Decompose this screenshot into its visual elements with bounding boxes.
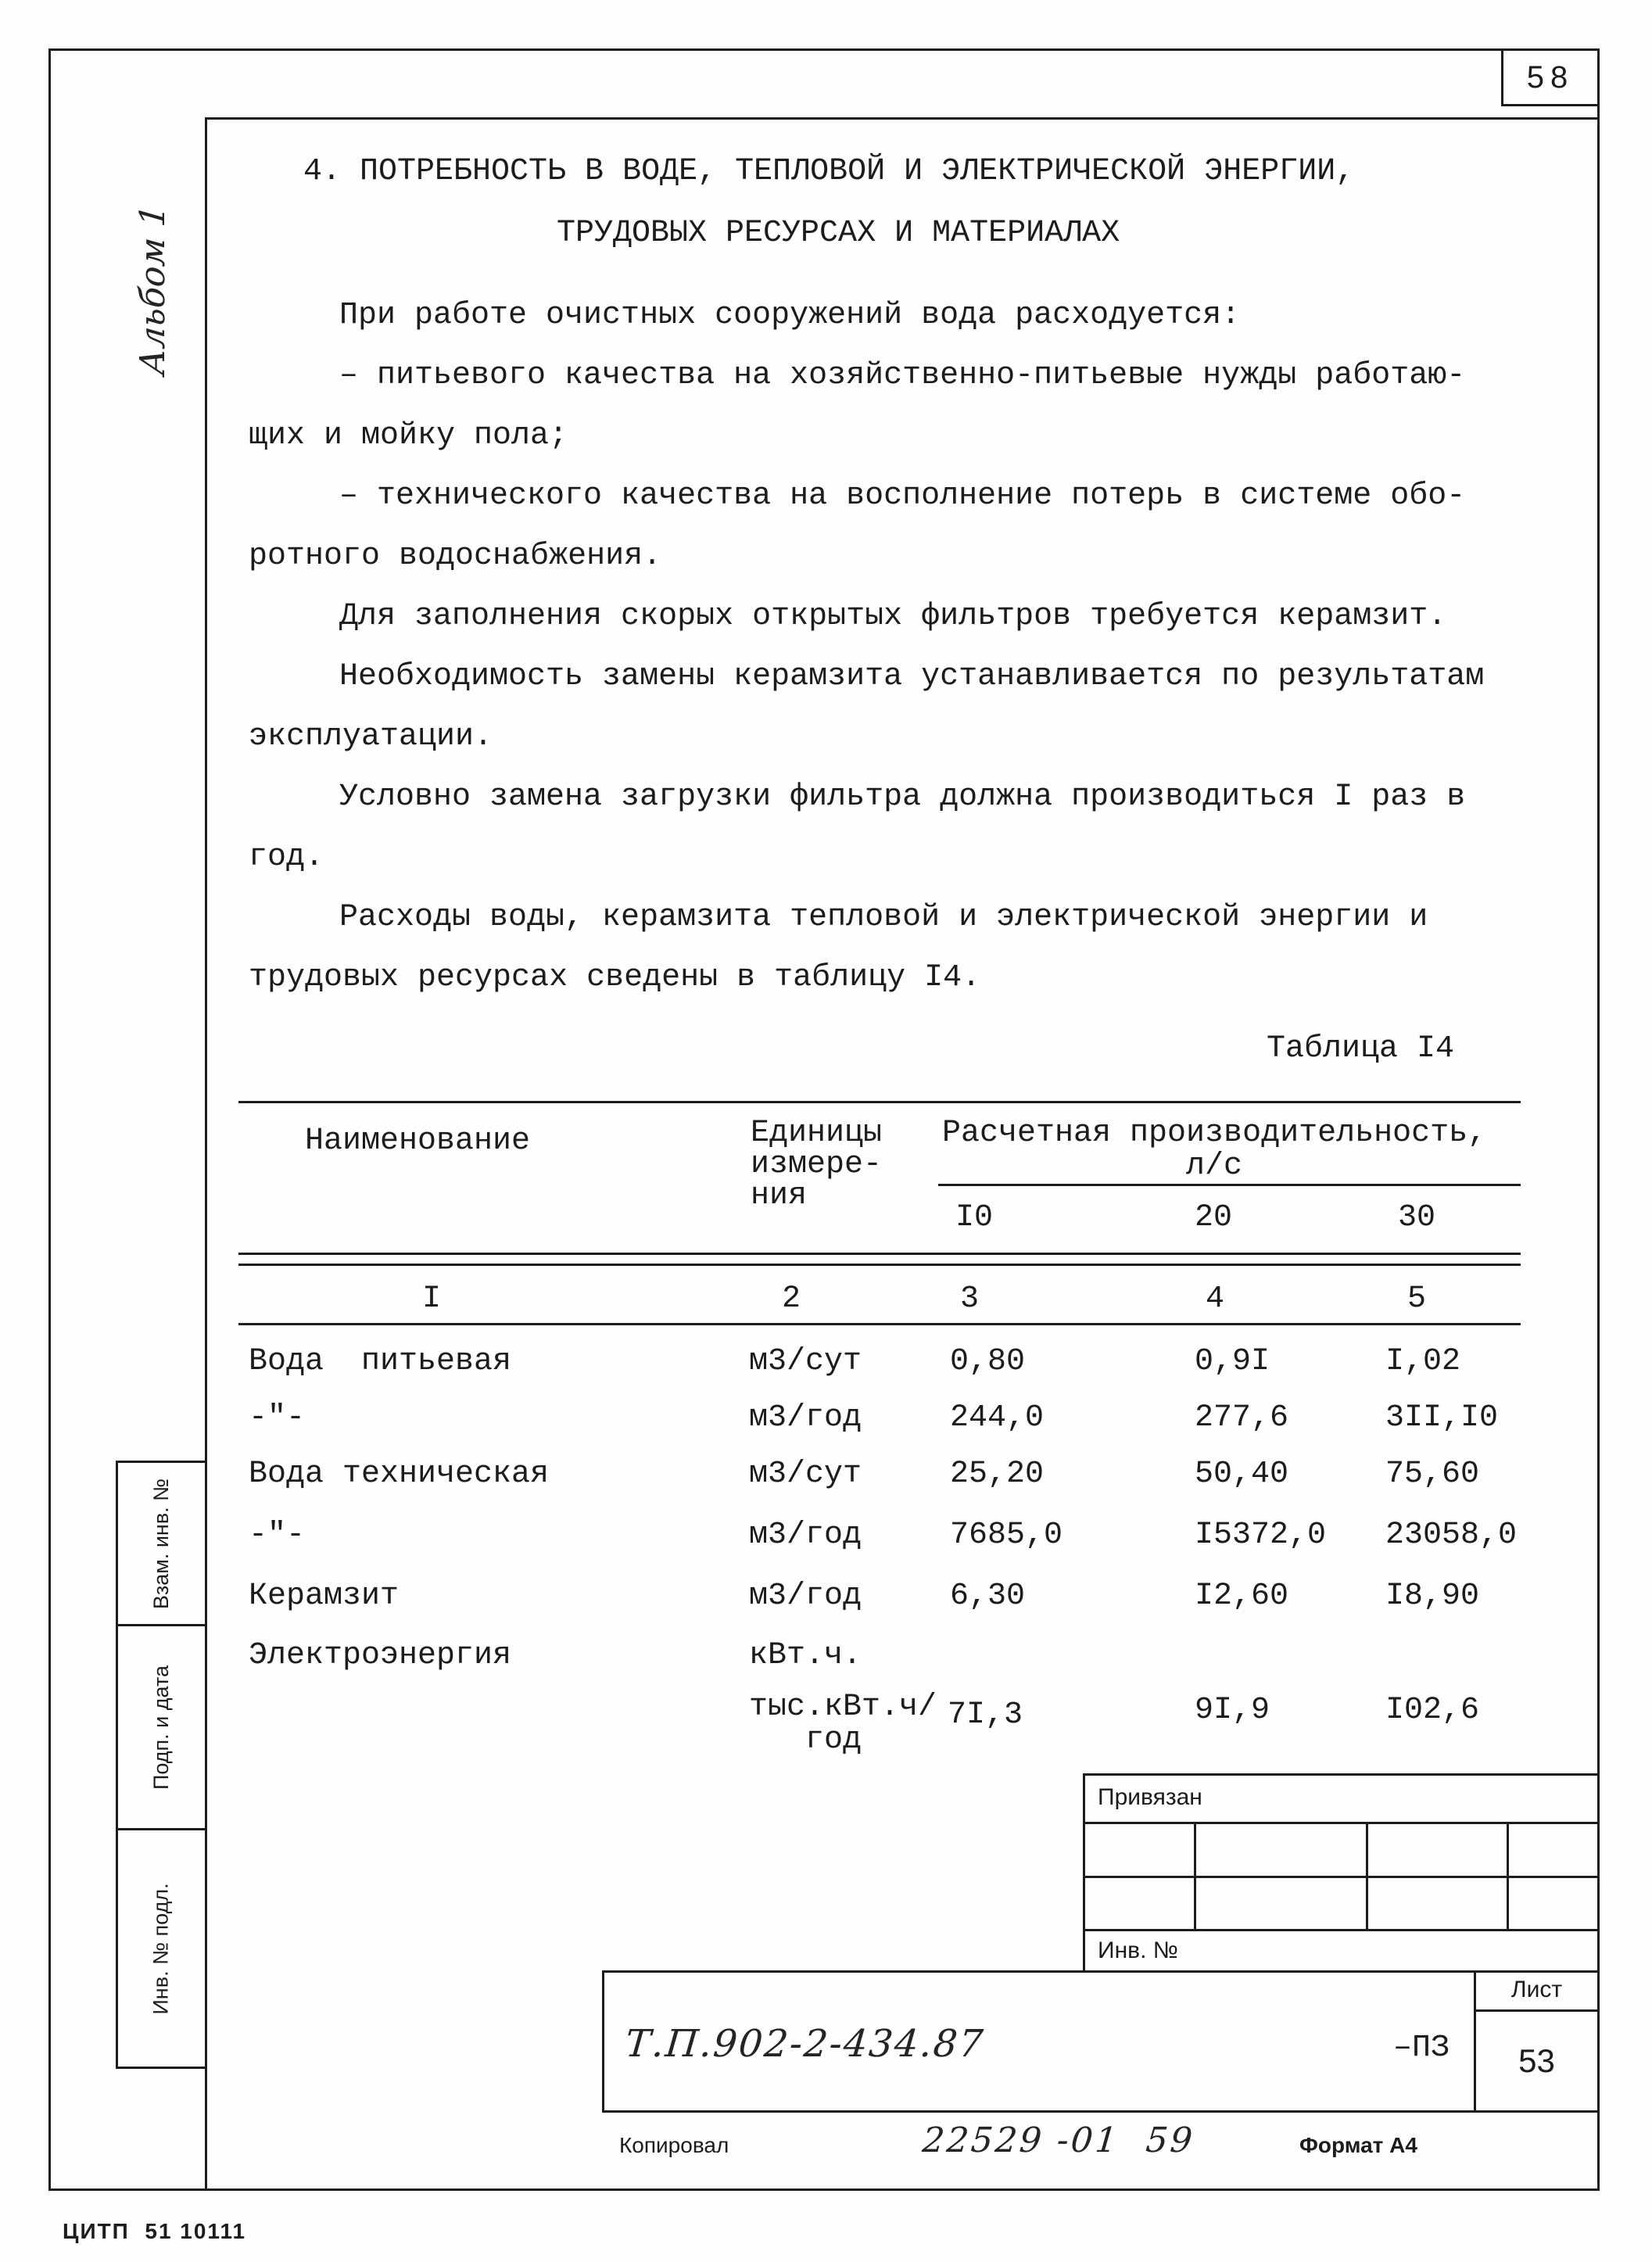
list-number-cell [1476, 2012, 1597, 2110]
table-cell-name: -"- [249, 1400, 306, 1436]
table-cell-unit: м3/год [749, 1400, 862, 1436]
table-rule-header-2 [238, 1264, 1521, 1266]
body-line: щих и мойку пола; [249, 418, 568, 453]
table-cell-name: Керамзит [249, 1579, 400, 1614]
body-line: ротного водоснабжения. [249, 539, 662, 574]
document-number: Т.П.902-2-434.87 [623, 2022, 987, 2066]
table-cell-value: 75,60 [1385, 1457, 1480, 1492]
table-header-unit-3: ния [751, 1178, 808, 1213]
print-code: ЦИТП 51 10111 [63, 2219, 247, 2243]
table-cell-value: 244,0 [950, 1400, 1045, 1436]
privyazan-grid-line [1085, 1929, 1597, 1931]
inv-no-label: Инв. № [1098, 1938, 1178, 1963]
privyazan-grid-line [1085, 1822, 1597, 1824]
table-cell-value: I2,60 [1195, 1579, 1289, 1614]
table-caption: Таблица I4 [1267, 1031, 1455, 1066]
table-cell-value: 277,6 [1195, 1400, 1289, 1436]
kopiroval-label: Копировал [619, 2133, 729, 2157]
table-cell-unit-line2: тыс.кВт.ч/ [749, 1690, 937, 1725]
body-line: При работе очистных сооружений вода расходуется: [339, 298, 1241, 333]
table-cell-value: 7I,3 [948, 1697, 1023, 1733]
table-rule-index [238, 1323, 1521, 1325]
format-label: Формат А4 [1299, 2133, 1417, 2157]
privyazan-label: Привязан [1098, 1784, 1202, 1810]
table-cell-value: 6,30 [950, 1579, 1026, 1614]
body-line: трудовых ресурсах сведены в таблицу I4. [249, 960, 981, 995]
margin-box-label-inv-podl: Инв. № подл. [149, 1882, 173, 2015]
table-cell-unit-line3: год [805, 1722, 862, 1758]
privyazan-grid-line [1194, 1822, 1196, 1931]
margin-box-label-vzam-inv: Взам. инв. № [149, 1478, 173, 1609]
list-number: 53 [1518, 2042, 1555, 2079]
margin-box-vzam-inv [116, 1461, 207, 1626]
body-line: Необходимость замены керамзита устанавливается по результатам [339, 659, 1485, 694]
privyazan-grid-line [1507, 1822, 1509, 1931]
list-label-cell [1476, 1973, 1597, 2007]
table-colindex-3: 3 [960, 1282, 980, 1317]
margin-box-label-podp-data: Подп. и дата [149, 1665, 174, 1790]
table-subheader-10: I0 [955, 1200, 994, 1235]
table-cell-unit: м3/год [749, 1579, 862, 1614]
table-rule-header-1 [238, 1253, 1521, 1255]
list-label: Лист [1510, 1977, 1563, 2002]
table-cell-value: 9I,9 [1195, 1693, 1270, 1728]
table-subheader-30: 30 [1398, 1200, 1436, 1235]
privyazan-grid-line [1085, 1876, 1597, 1878]
table-cell-name: Электроэнергия [249, 1638, 512, 1673]
table-cell-value: 25,20 [950, 1457, 1045, 1492]
table-rule-group-underline [938, 1184, 1521, 1186]
copy-code: 22529 -01 59 [920, 2120, 1197, 2160]
table-cell-value: I,02 [1385, 1344, 1461, 1379]
table-colindex-2: 2 [782, 1282, 801, 1317]
body-line: Расходы воды, керамзита тепловой и электрической энергии и [339, 900, 1428, 935]
table-header-unit-2: измере- [751, 1147, 883, 1182]
privyazan-grid-line [1366, 1822, 1368, 1931]
margin-box-podp-data [116, 1624, 207, 1830]
table-subheader-20: 20 [1195, 1200, 1233, 1235]
body-line: – питьевого качества на хозяйственно-питьевые нужды работаю- [339, 358, 1466, 393]
album-label: Альбом 1 [133, 203, 174, 376]
body-line: эксплуатации. [249, 719, 493, 755]
table-cell-value: 23058,0 [1385, 1518, 1518, 1553]
body-line: Для заполнения скорых открытых фильтров требуется керамзит. [339, 599, 1447, 634]
table-cell-value: 50,40 [1195, 1457, 1289, 1492]
table-header-name: Наименование [305, 1124, 531, 1159]
table-cell-name: Вода техническая [249, 1457, 550, 1492]
table-cell-value: I5372,0 [1195, 1518, 1327, 1553]
table-colindex-4: 4 [1206, 1282, 1225, 1317]
document-suffix: –ПЗ [1393, 2031, 1450, 2066]
table-cell-unit: м3/сут [749, 1457, 862, 1492]
table-cell-name: -"- [249, 1518, 306, 1553]
table-colindex-1: I [422, 1282, 442, 1317]
table-cell-value: I8,90 [1385, 1579, 1480, 1614]
section-title-line1: 4. ПОТРЕБНОСТЬ В ВОДЕ, ТЕПЛОВОЙ И ЭЛЕКТРИЧЕСКОЙ ЭНЕРГИИ, [303, 154, 1355, 189]
table-cell-value: 3II,I0 [1385, 1400, 1499, 1436]
page-number-box [1501, 48, 1600, 106]
album-label-container [109, 178, 197, 400]
body-line: год. [249, 840, 324, 875]
table-cell-unit: кВт.ч. [749, 1638, 862, 1673]
section-title-line2: ТРУДОВЫХ РЕСУРСАХ И МАТЕРИАЛАХ [557, 216, 1120, 251]
table-header-group: Расчетная производительность, [942, 1116, 1487, 1151]
table-header-unit-1: Единицы [751, 1116, 883, 1151]
body-line: Условно замена загрузки фильтра должна производиться I раз в [339, 780, 1466, 815]
table-cell-value: 0,80 [950, 1344, 1026, 1379]
body-line: – технического качества на восполнение потерь в системе обо- [339, 479, 1466, 514]
table-cell-value: I02,6 [1385, 1693, 1480, 1728]
table-cell-unit: м3/сут [749, 1344, 862, 1379]
table-cell-name: Вода питьевая [249, 1344, 512, 1379]
margin-box-inv-podl [116, 1828, 207, 2069]
table-header-group-units: л/с [1186, 1149, 1243, 1184]
page-number: 58 [1526, 59, 1575, 95]
table-cell-value: 0,9I [1195, 1344, 1270, 1379]
table-cell-value: 7685,0 [950, 1518, 1063, 1553]
table-colindex-5: 5 [1407, 1282, 1427, 1317]
table-cell-unit: м3/год [749, 1518, 862, 1553]
table-rule-top [238, 1101, 1521, 1103]
